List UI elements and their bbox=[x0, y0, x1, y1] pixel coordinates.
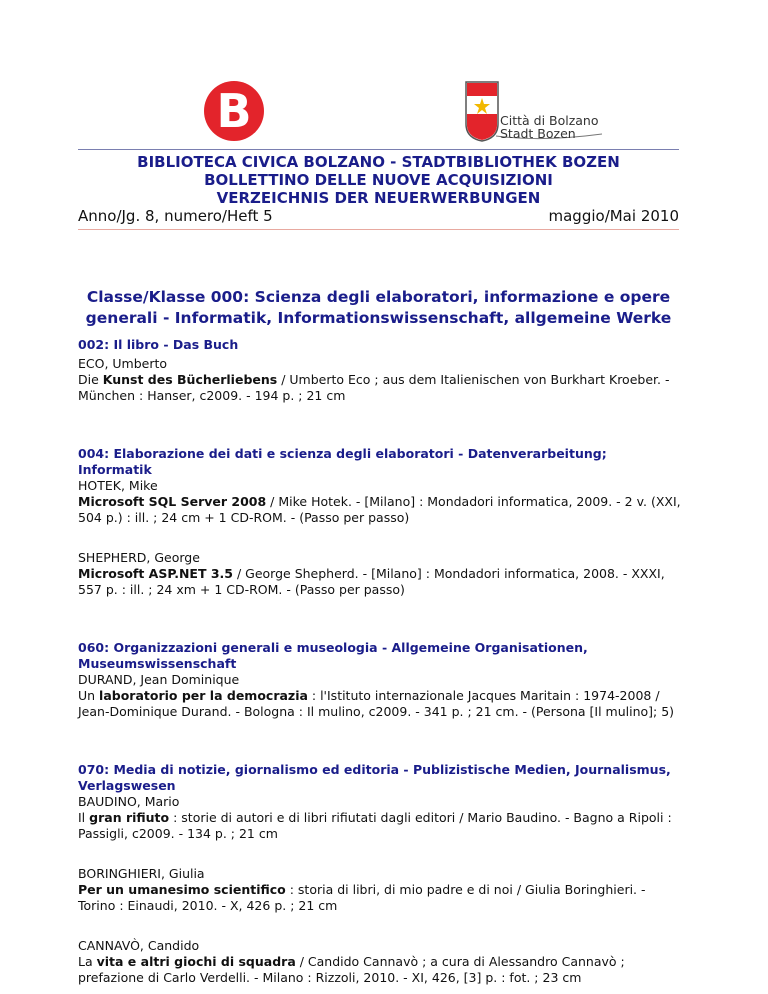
entry-description bbox=[78, 566, 683, 598]
entry-author: BORINGHIERI, Giulia bbox=[78, 866, 205, 881]
entry-author: ECO, Umberto bbox=[78, 356, 168, 371]
catalog-entry bbox=[78, 938, 683, 986]
masthead-divider bbox=[78, 229, 679, 230]
section-heading: 002: Il libro - Das Buch bbox=[78, 337, 239, 352]
catalog-entry bbox=[78, 672, 683, 720]
entry-details: : storia di libri, di mio padre e di noi / Giulia Boringhieri. - Torino : Einaudi, 2010. - X, 426 p. ; 21 cm bbox=[78, 882, 646, 913]
entry-article: Il bbox=[78, 810, 90, 825]
entry-title: Kunst des Bücherliebens bbox=[102, 372, 278, 387]
section-002 bbox=[78, 337, 683, 404]
catalog-entry bbox=[78, 356, 683, 404]
entry-author: HOTEK, Mike bbox=[78, 478, 158, 493]
entry-description bbox=[78, 882, 683, 914]
entry-description bbox=[78, 372, 683, 404]
entry-title: vita e altri giochi di squadra bbox=[96, 954, 296, 969]
catalog-entry bbox=[78, 550, 683, 598]
entry-details: / Umberto Eco ; aus dem Italienischen von Burkhart Kroeber. - München : Hanser, c2009. - 194 p. ; 21 cm bbox=[78, 372, 670, 403]
entry-description bbox=[78, 688, 683, 720]
entry-description bbox=[78, 954, 683, 986]
entry-title: Microsoft ASP.NET 3.5 bbox=[78, 566, 233, 581]
masthead-line-2: BOLLETTINO DELLE NUOVE ACQUISIZIONI bbox=[204, 171, 553, 189]
masthead-line-1: BIBLIOTECA CIVICA BOLZANO - STADTBIBLIOTHEK BOZEN bbox=[137, 153, 620, 171]
section-060 bbox=[78, 640, 683, 720]
catalog-entry bbox=[78, 866, 683, 914]
section-heading: 060: Organizzazioni generali e museologia - Allgemeine Organisationen, Museumswissenschaft bbox=[78, 640, 588, 671]
masthead-line-3: VERZEICHNIS DER NEUERWERBUNGEN bbox=[216, 189, 541, 207]
entry-article: Un bbox=[78, 688, 100, 703]
section-heading: 004: Elaborazione dei dati e scienza degli elaboratori - Datenverarbeitung; Informatik bbox=[78, 446, 607, 477]
entry-author: BAUDINO, Mario bbox=[78, 794, 180, 809]
class-title-line-1: Classe/Klasse 000: Scienza degli elaboratori, informazione e opere bbox=[86, 288, 671, 306]
entry-author: DURAND, Jean Dominique bbox=[78, 672, 240, 687]
issue-date: maggio/Mai 2010 bbox=[548, 207, 679, 225]
entry-details: / Mike Hotek. - [Milano] : Mondadori informatica, 2009. - 2 v. (XXI, 504 p.) : ill. ; 24 cm + 1 CD-ROM. - (Passo per passo) bbox=[78, 494, 681, 525]
entry-article: La bbox=[78, 954, 97, 969]
issue-row bbox=[78, 207, 679, 225]
section-070 bbox=[78, 762, 683, 986]
entry-article: Die bbox=[78, 372, 103, 387]
entry-details: : l'Istituto internazionale Jacques Maritain : 1974-2008 / Jean-Dominique Durand. - Bologna : Il mulino, c2009. - 341 p. ; 21 cm. - (Persona [Il mulino]; 5) bbox=[78, 688, 675, 719]
section-heading: 070: Media di notizie, giornalismo ed editoria - Publizistische Medien, Journalismus, Verlagswesen bbox=[78, 762, 671, 793]
library-logo bbox=[201, 80, 267, 142]
section-004 bbox=[78, 446, 683, 598]
entry-description bbox=[78, 810, 683, 842]
entry-description bbox=[78, 494, 683, 526]
catalog-entry bbox=[78, 794, 683, 842]
city-name-de: Stadt Bozen bbox=[500, 126, 576, 141]
class-title-line-2: generali - Informatik, Informationswissenschaft, allgemeine Werke bbox=[85, 309, 672, 327]
class-title bbox=[78, 287, 679, 329]
entry-title: Microsoft SQL Server 2008 bbox=[78, 494, 267, 509]
masthead bbox=[78, 153, 679, 207]
logo-letter: B bbox=[216, 84, 252, 138]
entry-title: laboratorio per la democrazia bbox=[99, 688, 308, 703]
entry-title: gran rifiuto bbox=[89, 810, 170, 825]
entry-details: / George Shepherd. - [Milano] : Mondadori informatica, 2008. - XXXI, 557 p. : ill. ; 24 xm + 1 CD-ROM. - (Passo per passo) bbox=[78, 566, 665, 597]
city-name bbox=[500, 114, 599, 140]
issue-number: Anno/Jg. 8, numero/Heft 5 bbox=[78, 207, 273, 225]
entry-details: / Candido Cannavò ; a cura di Alessandro Cannavò ; prefazione di Carlo Verdelli. - Milano : Rizzoli, 2010. - XI, 426, [3] p. : fot. ; 23 cm bbox=[78, 954, 625, 985]
entry-author: SHEPHERD, George bbox=[78, 550, 200, 565]
catalog-entry bbox=[78, 478, 683, 526]
header-divider bbox=[78, 149, 679, 150]
entry-title: Per un umanesimo scientifico bbox=[78, 882, 286, 897]
entry-details: : storie di autori e di libri rifiutati dagli editori / Mario Baudino. - Bagno a Ripoli : Passigli, c2009. - 134 p. ; 21 cm bbox=[78, 810, 672, 841]
city-name-it: Città di Bolzano bbox=[500, 113, 599, 128]
entry-author: CANNAVÒ, Candido bbox=[78, 938, 200, 953]
acquisitions-list bbox=[78, 337, 683, 986]
